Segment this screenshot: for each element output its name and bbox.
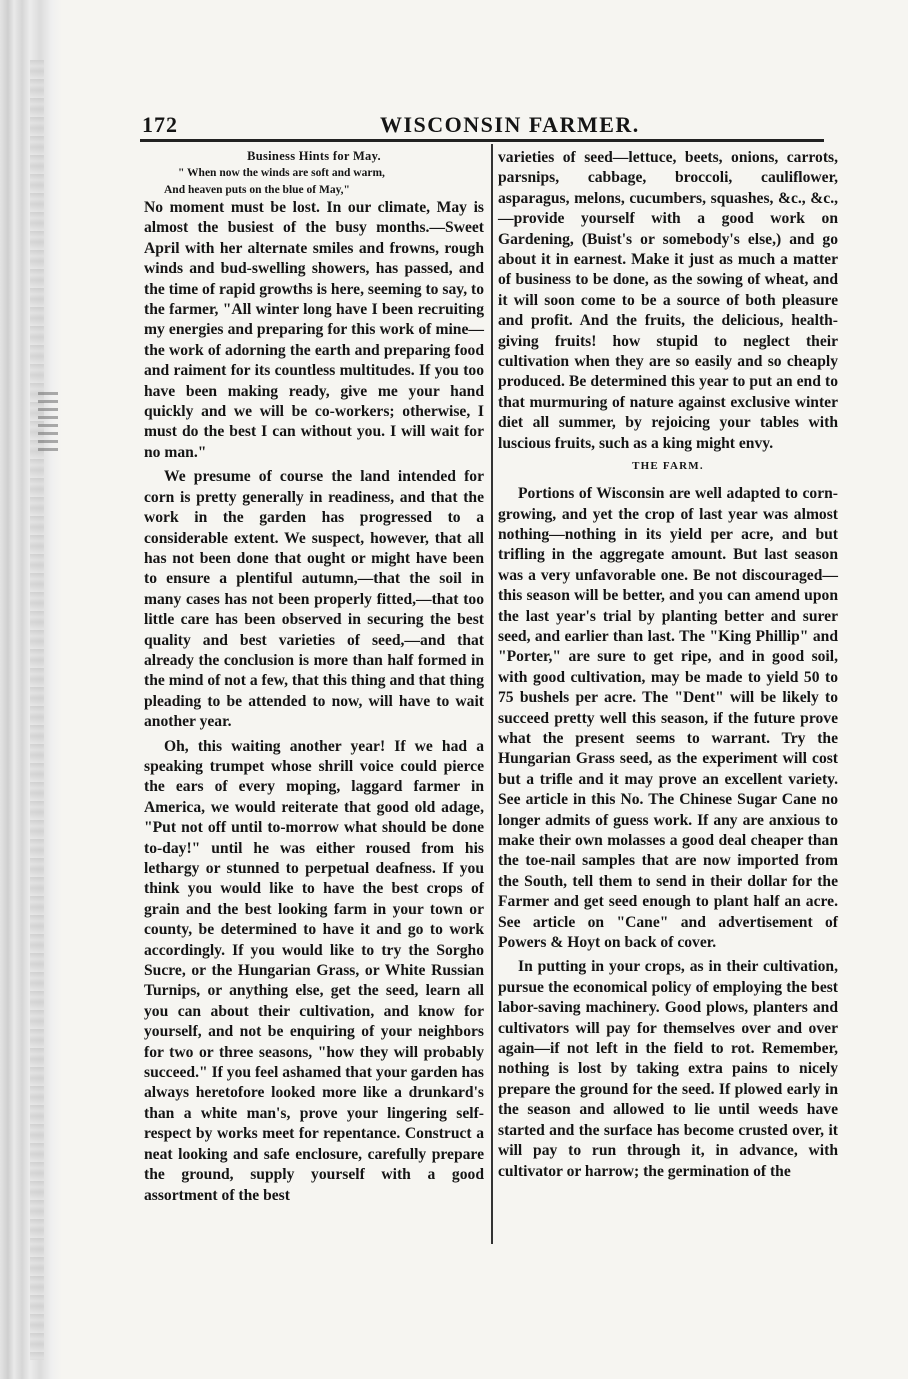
paragraph-putting-in-crops: In putting in your crops, as in their cultivation, pursue the economical policy of employing the best labor-saving machinery. Good plows, planters and cultivators will pay for themselves over and over again—if not left in the field to rot. Remember, nothing is lost by taking extra pains to nicely prepare the ground for the seed. If plowed early in the season and allowed to lie until weeds have started and the surface has become crusted over, it will pay to run through it, in advance, with cultivator or harrow; the germination of the [498, 958, 838, 1180]
book-binding-edge [0, 0, 62, 1379]
column-divider [491, 144, 493, 1244]
running-title: WISCONSIN FARMER. [380, 112, 640, 137]
epigraph-line-1: " When now the winds are soft and warm, [178, 167, 385, 179]
paragraph-no-moment: No moment must be lost. In our climate, May is almost the busiest of the busy months.—Sweet April with her alternate smiles and frowns, rough winds and bud-swelling showers, has passed, and the time of rapid growths is here, seeming to say, to the farmer, "All winter long have I been recruiting my energies and preparing for this work of mine—the work of adorning the earth and preparing food and raiment for its countless multitudes. If you too have been making ready, give me your hand quickly and we will be co-workers; otherwise, I must do the best I can without you. I will wait for no man." [144, 199, 484, 461]
paragraph-portions-of-wisconsin: Portions of Wisconsin are well adapted to corn-growing, and yet the crop of last year was almost nothing—nothing in its yield per acre, and but trifling in the aggregate amount. But last season was a very unfavorable one. Be not discouraged—this season will be better, and you can amend upon the last year's trial by planting better and surer seed, and earlier than last. The "King Phillip" and "Porter," are sure to get ripe, and in good soil, with good cultivation, may be made to yield 50 to 75 bushels per acre. The "Dent" will be likely to succeed pretty well this season, if the future prove what the present seems to warrant. Try the Hungarian Grass seed, as the experiment will cost but a trifle and it may prove an excellent variety. See article in this No. The Chinese Sugar Cane no longer admits of guess work. If any are anxious to make their own molasses a good deal cheaper than the toe-nail samples that are now imported from the South, tell them to send in their dollar for the Farmer and get seed enough to plant half an acre. See article on "Cane" and advertisement of Powers & Hoyt on back of cover. [498, 485, 838, 952]
paragraph-varieties-of-seed: varieties of seed—lettuce, beets, onions, carrots, parsnips, cabbage, broccoli, cauliflower, asparagus, melons, cucumbers, squashes, &c., &c.,—provide yourself with a good work on Gardening, (Buist's or somebody's else,) and go about it in earnest. Make it just as much a matter of business to be done, as the sowing of wheat, and it will soon come to be a source of both pleasure and profit. And the fruits, the delicious, health-giving fruits! how stupid to neglect their cultivation when they are so easily and so cheaply produced. Be determined this year to put an end to that murmuring of nature against exclusive winter diet all summer, by rejoicing your tables with luscious fruits, such as a king might envy. [498, 149, 838, 452]
right-column [498, 148, 838, 1186]
binding-marks [38, 392, 58, 452]
header-rule [140, 139, 824, 142]
page-number: 172 [142, 112, 178, 137]
binding-strip [30, 60, 44, 1360]
paragraph-we-presume: We presume of course the land intended for corn is pretty generally in readiness, and that the work in the garden has progressed to a considerable extent. We suspect, however, that all has not been done that ought or might have been to ensure a plentiful autumn,—that the soil in many cases has not been properly fitted,—that too little care has been observed in securing the best quality and best varieties of seed,—and that already the conclusion is more than half formed in the mind of not a few, that this thing and that thing pleading to be attended to now, will have to wait another year. [144, 468, 484, 731]
paragraph-waiting-another-year: Oh, this waiting another year! If we had a speaking trumpet whose shrill voice could pierce the ears of every moping, laggard farmer in America, we would reiterate that good old adage, "Put not off until to-morrow what should be done to-day!" until he was either roused from his lethargy or stunned to perpetual deafness. If you think you would like to have the best crops of grain and the best looking farm in your town or county, be determined to have it and go to work accordingly. If you would like to try the Sorgho Sucre, or the Hungarian Grass, or White Russian Turnips, or anything else, get the seed, learn all you can about their cultivation, and know for yourself, and not be enquiring of your neighbors for two or three seasons, "how they will probably succeed." If you feel ashamed that your garden has always heretofore looked more like a drunkard's than a white man's, prove your lingering self-respect by works meet for repentance. Construct a neat looking and safe enclosure, carefully prepare the ground, supply yourself with a good assortment of the best [144, 737, 484, 1204]
left-column [144, 148, 484, 1210]
section-heading-the-farm: THE FARM. [632, 460, 704, 473]
page-header [142, 112, 822, 142]
epigraph-line-2: And heaven puts on the blue of May," [164, 184, 350, 196]
section-heading-business-hints: Business Hints for May. [247, 149, 381, 163]
